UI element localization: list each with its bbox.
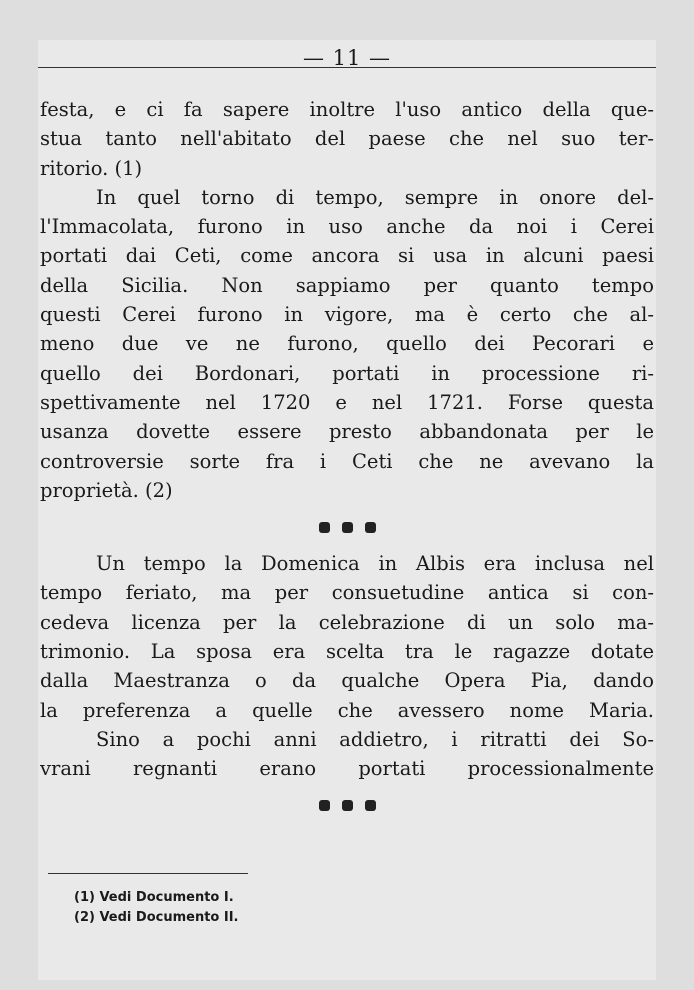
header-divider (38, 67, 656, 68)
text-line: dalla Maestranza o da qualche Opera Pia, dando (40, 669, 654, 693)
text-line: controversie sorte fra i Ceti che ne avevano la (40, 449, 654, 473)
text-line: In quel torno di tempo, sempre in onore del- (96, 185, 654, 209)
body-text (40, 95, 654, 828)
text-line: trimonio. La sposa era scelta tra le ragazze dotate (40, 640, 654, 664)
footnote: (1) Vedi Documento I. (74, 890, 234, 905)
ornament-icon (319, 522, 330, 533)
text-line: della Sicilia. Non sappiamo per quanto tempo (40, 273, 654, 297)
footnote: (2) Vedi Documento II. (74, 910, 239, 925)
text-line: Sino a pochi anni addietro, i ritratti dei So- (96, 727, 654, 751)
text-line: spettivamente nel 1720 e nel 1721. Forse questa (40, 390, 654, 414)
page-number: — 11 — (302, 46, 392, 70)
text-line: cedeva licenza per la celebrazione di un solo ma- (40, 610, 654, 634)
text-line: ritorio. (1) (40, 156, 143, 180)
text-line: portati dai Ceti, come ancora si usa in alcuni paesi (40, 244, 654, 268)
text-line: meno due ve ne furono, quello dei Pecorari e (40, 332, 654, 356)
text-line: proprietà. (2) (40, 478, 173, 502)
section-ornament (40, 784, 654, 828)
ornament-icon (342, 800, 353, 811)
section-ornament (40, 505, 654, 549)
page (38, 40, 656, 980)
text-line: questi Cerei furono in vigore, ma è certo che al- (40, 303, 654, 327)
text-line: Un tempo la Domenica in Albis era inclusa nel (96, 552, 654, 576)
text-line: tempo feriato, ma per consuetudine antica si con- (40, 581, 654, 605)
text-line: l'Immacolata, furono in uso anche da noi i Cerei (40, 215, 654, 239)
ornament-icon (342, 522, 353, 533)
text-line: quello dei Bordonari, portati in processione ri- (40, 361, 654, 385)
text-line: stua tanto nell'abitato del paese che nel suo ter- (40, 127, 654, 151)
text-line: usanza dovette essere presto abbandonata per le (40, 420, 654, 444)
ornament-icon (365, 522, 376, 533)
ornament-icon (319, 800, 330, 811)
text-line: la preferenza a quelle che avessero nome Maria. (40, 698, 654, 722)
footnotes (74, 888, 239, 928)
footnote-divider (48, 873, 248, 874)
ornament-icon (365, 800, 376, 811)
text-line: festa, e ci fa sapere inoltre l'uso antico della que- (40, 98, 654, 121)
text-line: vrani regnanti erano portati processionalmente (40, 757, 654, 781)
